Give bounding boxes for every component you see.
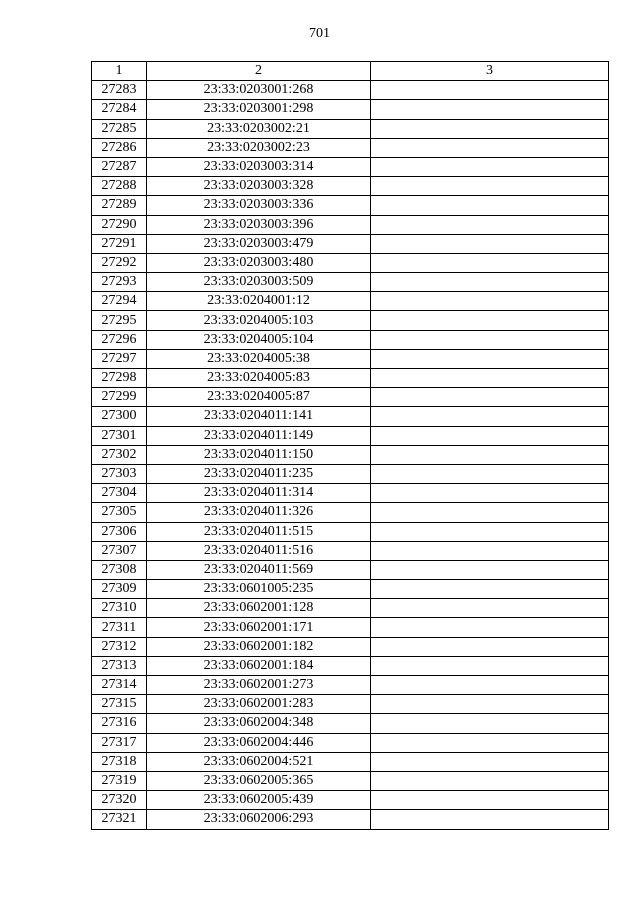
cadastral-number-cell: 23:33:0602001:128: [147, 599, 371, 618]
table-row: [92, 810, 609, 829]
row-number-cell: 27287: [92, 157, 147, 176]
notes-cell: [371, 177, 609, 196]
cadastral-number-cell: 23:33:0203002:23: [147, 138, 371, 157]
notes-cell: [371, 771, 609, 790]
notes-cell: [371, 676, 609, 695]
row-number-cell: 27294: [92, 292, 147, 311]
table-row: [92, 196, 609, 215]
cadastral-number-cell: 23:33:0602001:171: [147, 618, 371, 637]
notes-cell: [371, 292, 609, 311]
table-row: [92, 311, 609, 330]
notes-cell: [371, 349, 609, 368]
cadastral-number-cell: 23:33:0601005:235: [147, 580, 371, 599]
notes-cell: [371, 138, 609, 157]
table-row: [92, 791, 609, 810]
column-header-2: 2: [147, 62, 371, 81]
notes-cell: [371, 426, 609, 445]
notes-cell: [371, 637, 609, 656]
row-number-cell: 27309: [92, 580, 147, 599]
notes-cell: [371, 273, 609, 292]
row-number-cell: 27285: [92, 119, 147, 138]
table-row: [92, 599, 609, 618]
notes-cell: [371, 253, 609, 272]
table-row: [92, 330, 609, 349]
notes-cell: [371, 464, 609, 483]
cadastral-number-cell: 23:33:0204011:150: [147, 445, 371, 464]
cadastral-number-cell: 23:33:0203002:21: [147, 119, 371, 138]
table-row: [92, 157, 609, 176]
row-number-cell: 27302: [92, 445, 147, 464]
cadastral-number-cell: 23:33:0203003:328: [147, 177, 371, 196]
cadastral-number-cell: 23:33:0204005:103: [147, 311, 371, 330]
row-number-cell: 27315: [92, 695, 147, 714]
table-row: [92, 580, 609, 599]
table-row: [92, 714, 609, 733]
table-row: [92, 484, 609, 503]
notes-cell: [371, 522, 609, 541]
row-number-cell: 27319: [92, 771, 147, 790]
table-row: [92, 177, 609, 196]
cadastral-number-cell: 23:33:0203003:314: [147, 157, 371, 176]
column-header-3: 3: [371, 62, 609, 81]
cadastral-number-cell: 23:33:0602004:521: [147, 752, 371, 771]
table-row: [92, 138, 609, 157]
notes-cell: [371, 580, 609, 599]
cadastral-number-cell: 23:33:0203003:396: [147, 215, 371, 234]
notes-cell: [371, 100, 609, 119]
table-row: [92, 618, 609, 637]
cadastral-number-cell: 23:33:0602005:439: [147, 791, 371, 810]
table-row: [92, 464, 609, 483]
notes-cell: [371, 119, 609, 138]
cadastral-number-cell: 23:33:0203001:298: [147, 100, 371, 119]
notes-cell: [371, 311, 609, 330]
notes-cell: [371, 541, 609, 560]
cadastral-number-cell: 23:33:0203003:336: [147, 196, 371, 215]
table-row: [92, 560, 609, 579]
table-header-row: [92, 62, 609, 81]
notes-cell: [371, 560, 609, 579]
table-row: [92, 100, 609, 119]
table-row: [92, 292, 609, 311]
table-row: [92, 407, 609, 426]
notes-cell: [371, 503, 609, 522]
notes-cell: [371, 599, 609, 618]
notes-cell: [371, 157, 609, 176]
cadastral-number-cell: 23:33:0602001:182: [147, 637, 371, 656]
row-number-cell: 27284: [92, 100, 147, 119]
table-row: [92, 445, 609, 464]
table-row: [92, 388, 609, 407]
notes-cell: [371, 484, 609, 503]
row-number-cell: 27291: [92, 234, 147, 253]
cadastral-number-cell: 23:33:0204011:326: [147, 503, 371, 522]
row-number-cell: 27306: [92, 522, 147, 541]
notes-cell: [371, 234, 609, 253]
row-number-cell: 27307: [92, 541, 147, 560]
notes-cell: [371, 445, 609, 464]
row-number-cell: 27311: [92, 618, 147, 637]
cadastral-number-cell: 23:33:0203001:268: [147, 81, 371, 100]
row-number-cell: 27303: [92, 464, 147, 483]
cadastral-number-cell: 23:33:0204005:87: [147, 388, 371, 407]
notes-cell: [371, 810, 609, 829]
notes-cell: [371, 714, 609, 733]
notes-cell: [371, 407, 609, 426]
row-number-cell: 27289: [92, 196, 147, 215]
row-number-cell: 27296: [92, 330, 147, 349]
notes-cell: [371, 81, 609, 100]
notes-cell: [371, 388, 609, 407]
notes-cell: [371, 196, 609, 215]
cadastral-number-cell: 23:33:0203003:480: [147, 253, 371, 272]
cadastral-number-cell: 23:33:0204005:104: [147, 330, 371, 349]
cadastral-number-cell: 23:33:0204011:314: [147, 484, 371, 503]
row-number-cell: 27308: [92, 560, 147, 579]
row-number-cell: 27300: [92, 407, 147, 426]
page-number: 701: [309, 26, 330, 41]
row-number-cell: 27292: [92, 253, 147, 272]
row-number-cell: 27290: [92, 215, 147, 234]
table-body: [92, 81, 609, 829]
cadastral-number-cell: 23:33:0602004:348: [147, 714, 371, 733]
notes-cell: [371, 791, 609, 810]
table-row: [92, 522, 609, 541]
cadastral-number-cell: 23:33:0203003:509: [147, 273, 371, 292]
row-number-cell: 27298: [92, 369, 147, 388]
table-row: [92, 541, 609, 560]
table-row: [92, 733, 609, 752]
row-number-cell: 27312: [92, 637, 147, 656]
cadastral-number-cell: 23:33:0204011:235: [147, 464, 371, 483]
cadastral-number-cell: 23:33:0204011:149: [147, 426, 371, 445]
cadastral-number-cell: 23:33:0204011:515: [147, 522, 371, 541]
cadastral-number-cell: 23:33:0602001:273: [147, 676, 371, 695]
cadastral-number-cell: 23:33:0204005:38: [147, 349, 371, 368]
table-row: [92, 273, 609, 292]
table-row: [92, 695, 609, 714]
table-row: [92, 369, 609, 388]
table-row: [92, 426, 609, 445]
cadastral-number-cell: 23:33:0204011:141: [147, 407, 371, 426]
table-row: [92, 656, 609, 675]
row-number-cell: 27313: [92, 656, 147, 675]
notes-cell: [371, 752, 609, 771]
notes-cell: [371, 695, 609, 714]
row-number-cell: 27301: [92, 426, 147, 445]
table-row: [92, 119, 609, 138]
row-number-cell: 27310: [92, 599, 147, 618]
table-row: [92, 253, 609, 272]
cadastral-number-cell: 23:33:0203003:479: [147, 234, 371, 253]
table-row: [92, 676, 609, 695]
table-row: [92, 637, 609, 656]
notes-cell: [371, 369, 609, 388]
row-number-cell: 27286: [92, 138, 147, 157]
row-number-cell: 27305: [92, 503, 147, 522]
cadastral-number-cell: 23:33:0204011:569: [147, 560, 371, 579]
cadastral-number-cell: 23:33:0602005:365: [147, 771, 371, 790]
table-row: [92, 503, 609, 522]
row-number-cell: 27283: [92, 81, 147, 100]
table-row: [92, 349, 609, 368]
row-number-cell: 27314: [92, 676, 147, 695]
cadastral-number-cell: 23:33:0602004:446: [147, 733, 371, 752]
table-row: [92, 234, 609, 253]
row-number-cell: 27317: [92, 733, 147, 752]
row-number-cell: 27297: [92, 349, 147, 368]
row-number-cell: 27295: [92, 311, 147, 330]
notes-cell: [371, 215, 609, 234]
notes-cell: [371, 330, 609, 349]
table-row: [92, 771, 609, 790]
row-number-cell: 27318: [92, 752, 147, 771]
cadastral-number-cell: 23:33:0602001:283: [147, 695, 371, 714]
table-row: [92, 81, 609, 100]
column-header-1: 1: [92, 62, 147, 81]
notes-cell: [371, 656, 609, 675]
row-number-cell: 27321: [92, 810, 147, 829]
cadastral-number-cell: 23:33:0602006:293: [147, 810, 371, 829]
row-number-cell: 27304: [92, 484, 147, 503]
row-number-cell: 27320: [92, 791, 147, 810]
cadastral-table: [91, 61, 609, 830]
cadastral-number-cell: 23:33:0204011:516: [147, 541, 371, 560]
notes-cell: [371, 618, 609, 637]
row-number-cell: 27293: [92, 273, 147, 292]
notes-cell: [371, 733, 609, 752]
cadastral-number-cell: 23:33:0204001:12: [147, 292, 371, 311]
row-number-cell: 27288: [92, 177, 147, 196]
row-number-cell: 27299: [92, 388, 147, 407]
table-row: [92, 215, 609, 234]
cadastral-number-cell: 23:33:0204005:83: [147, 369, 371, 388]
row-number-cell: 27316: [92, 714, 147, 733]
table-row: [92, 752, 609, 771]
cadastral-number-cell: 23:33:0602001:184: [147, 656, 371, 675]
